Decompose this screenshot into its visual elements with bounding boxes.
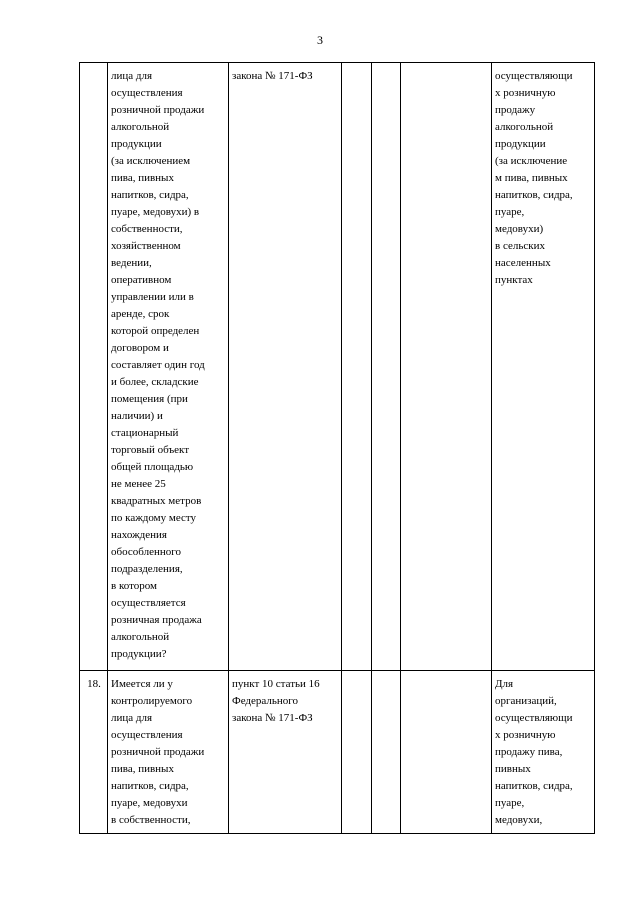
note-cell: Для организаций, осуществляющи х розничную продажу пива, пивных напитков, сидра, пуаре, медовухи, — [492, 671, 595, 834]
table-row — [80, 671, 595, 834]
answer-yes-cell — [342, 63, 372, 671]
answer-yes-cell — [342, 671, 372, 834]
row-number-cell: 18. — [80, 671, 108, 834]
row-number-cell — [80, 63, 108, 671]
answer-no-cell — [372, 671, 401, 834]
question-cell: Имеется ли у контролируемого лица для осуществления розничной продажи пива, пивных напитков, сидра, пуаре, медовухи в собственности, — [108, 671, 229, 834]
page-number: 3 — [317, 33, 323, 47]
answer-no-cell — [372, 63, 401, 671]
question-cell: лица для осуществления розничной продажи алкогольной продукции (за исключением пива, пивных напитков, сидра, пуаре, медовухи) в собственности, хозяйственном ведении, оперативном управлении или в аренде, срок которой определен договором и составляет один год и более, складские помещения (при наличии) и стационарный торговый объект общей площадью не менее 25 квадратных метров по каждому месту нахождения обособленного подразделения, в котором осуществляется розничная продажа алкогольной продукции? — [108, 63, 229, 671]
legal-reference-cell: закона № 171-ФЗ — [229, 63, 342, 671]
legal-reference-cell: пункт 10 статьи 16 Федерального закона № 171-ФЗ — [229, 671, 342, 834]
table-row — [80, 63, 595, 671]
note-cell: осуществляющи х розничную продажу алкогольной продукции (за исключение м пива, пивных напитков, сидра, пуаре, медовухи) в сельских населенных пунктах — [492, 63, 595, 671]
checklist-table — [79, 62, 595, 834]
not-applicable-cell — [401, 63, 492, 671]
not-applicable-cell — [401, 671, 492, 834]
